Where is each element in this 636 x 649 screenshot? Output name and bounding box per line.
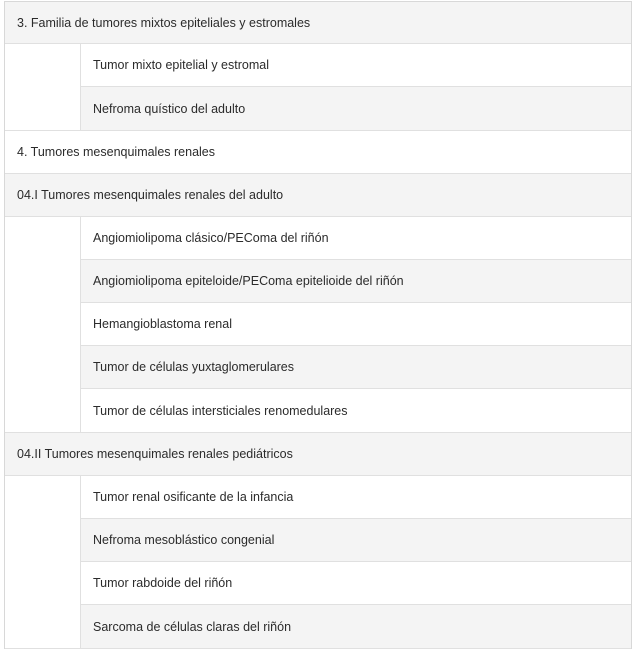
table-row xyxy=(5,433,631,476)
subcategory-group xyxy=(5,476,631,649)
subcategory-item: Angiomiolipoma clásico/PEComa del riñón xyxy=(93,231,329,245)
table-row xyxy=(81,519,631,562)
table-row xyxy=(81,303,631,346)
subcategory-item: Angiomiolipoma epiteloide/PEComa epitelioide del riñón xyxy=(93,274,404,288)
indent-cell xyxy=(5,476,81,648)
subcategory-item: Hemangioblastoma renal xyxy=(93,317,232,331)
table-row xyxy=(81,605,631,648)
table-row xyxy=(5,174,631,217)
table-row xyxy=(81,476,631,519)
indent-cell xyxy=(5,44,81,130)
table-row xyxy=(5,1,631,44)
category-heading: 04.I Tumores mesenquimales renales del adulto xyxy=(17,188,284,202)
subcategory-item: Tumor de células intersticiales renomedulares xyxy=(93,403,348,418)
table-row xyxy=(81,562,631,605)
subcategory-item: Tumor renal osificante de la infancia xyxy=(93,490,294,504)
category-heading: 04.II Tumores mesenquimales renales pediátricos xyxy=(17,447,293,461)
table-row xyxy=(81,346,631,389)
category-heading: 3. Familia de tumores mixtos epiteliales y estromales xyxy=(17,15,311,30)
subcategory-item: Tumor mixto epitelial y estromal xyxy=(93,58,269,72)
subcategory-item: Nefroma mesoblástico congenial xyxy=(93,533,275,547)
classification-table xyxy=(4,1,632,649)
subcategory-group xyxy=(5,44,631,131)
table-row xyxy=(81,389,631,432)
subcategory-item: Sarcoma de células claras del riñón xyxy=(93,619,292,634)
subcategory-item: Tumor de células yuxtaglomerulares xyxy=(93,360,295,374)
indent-cell xyxy=(5,217,81,432)
table-row xyxy=(5,131,631,174)
table-row xyxy=(81,44,631,87)
subcategory-group xyxy=(5,217,631,433)
subcategory-item: Tumor rabdoide del riñón xyxy=(93,576,233,590)
category-heading: 4. Tumores mesenquimales renales xyxy=(17,145,216,159)
subcategory-item: Nefroma quístico del adulto xyxy=(93,101,246,116)
table-row xyxy=(81,87,631,130)
table-row xyxy=(81,260,631,303)
table-row xyxy=(81,217,631,260)
